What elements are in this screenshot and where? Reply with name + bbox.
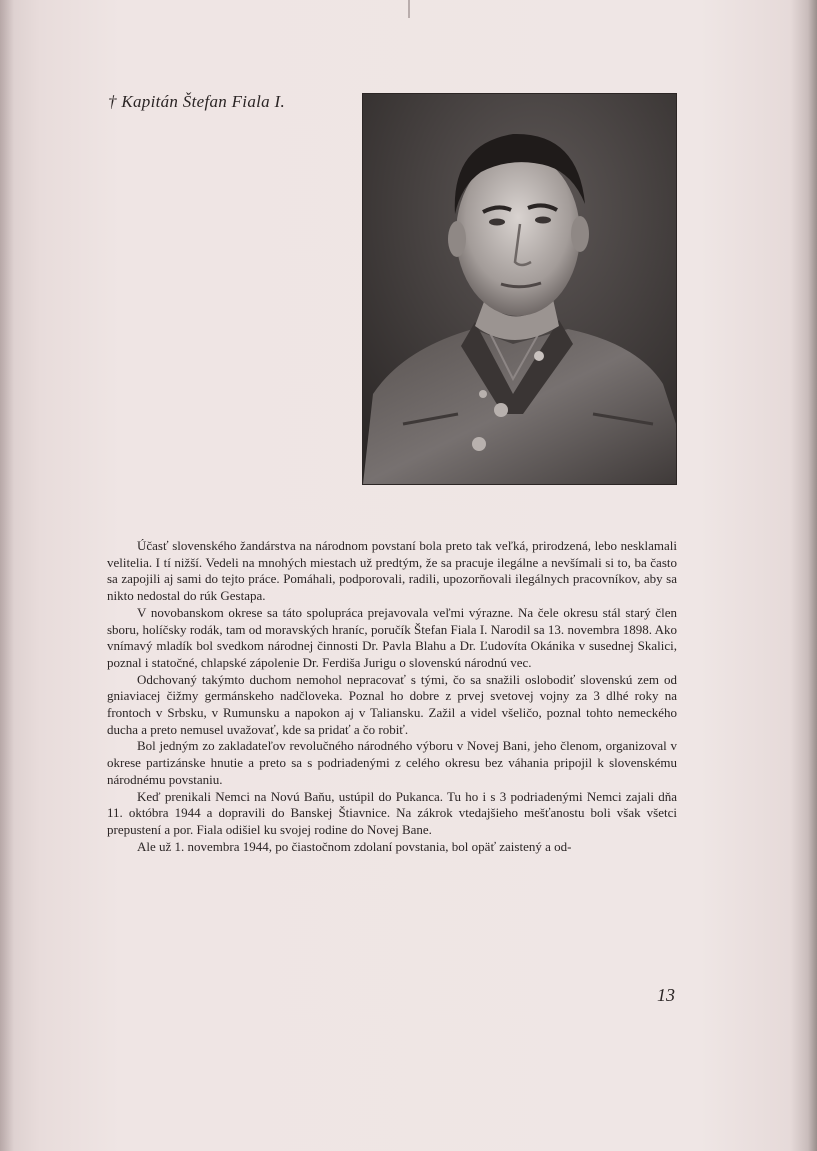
- paragraph: Ale už 1. novembra 1944, po čiastočnom zdolaní povstania, bol opäť zaistený a od-: [137, 838, 572, 854]
- portrait-photo: [362, 93, 677, 485]
- paragraph: Účasť slovenského žandárstva na národnom povstaní bola preto tak veľká, prirodzená, lebo nesklamali velitelia. I tí nižší. Vedeli na mnohých miestach už predtým, že sa pracuje ilegálne a nevšímali si to, ba často sa zapojili aj sami do tejto práce. Pomáhali, podporovali, radili, upozorňovali ilegálnych pracovníkov, aby sa nikto nedostal do rúk Gestapa.: [107, 538, 677, 604]
- page-mark: [408, 0, 410, 18]
- paragraph: V novobanskom okrese sa táto spolupráca prejavovala veľmi výrazne. Na čele okresu stál starý člen sboru, holíčsky rodák, tam od moravských hraníc, poručík Štefan Fiala I. Narodil sa 13. novembra 1898. Ako vnímavý mladík bol svedkom národnej činnosti Dr. Pavla Blahu a Dr. Ľudovíta Okánika v susednej Skalici, poznal i statočné, chlapské zápolenie Dr. Ferdiša Jurigu o slovenskú národnú vec.: [107, 604, 677, 670]
- article-text: [107, 538, 677, 855]
- paragraph: Odchovaný takýmto duchom nemohol nepracovať s tými, čo sa snažili oslobodiť slovenskú zem od gniaviacej čižmy germánskeho nadčloveka. Poznal ho dobre z prvej svetovej vojny za 3 dlhé roky na frontoch v Srbsku, v Rumunsku a napokon aj v Taliansku. Zažil a videl všeličo, poznal tohto nemeckého ducha a preto nemusel uvažovať, kde sa pridať a čo robiť.: [107, 671, 677, 737]
- spine-shadow: [0, 0, 14, 1151]
- page-number: 13: [657, 985, 675, 1005]
- paragraph: Bol jedným zo zakladateľov revolučného národného výboru v Novej Bani, jeho členom, organizoval v okrese partizánske hnutie a preto sa s podriadenými z celého okresu bez váhania pripojil k slovenskému národnému povstaniu.: [107, 738, 677, 787]
- portrait-caption: † Kapitán Štefan Fiala I.: [108, 92, 286, 111]
- paragraph: Keď prenikali Nemci na Novú Baňu, ustúpil do Pukanca. Tu ho i s 3 podriadenými Nemci zajali dňa 11. októbra 1944 a dopravili do Banskej Štiavnice. Na zákrok vtedajšieho mešťanostu boli však všetci prepustení a por. Fiala odišiel ku svojej rodine do Novej Bane.: [107, 788, 677, 837]
